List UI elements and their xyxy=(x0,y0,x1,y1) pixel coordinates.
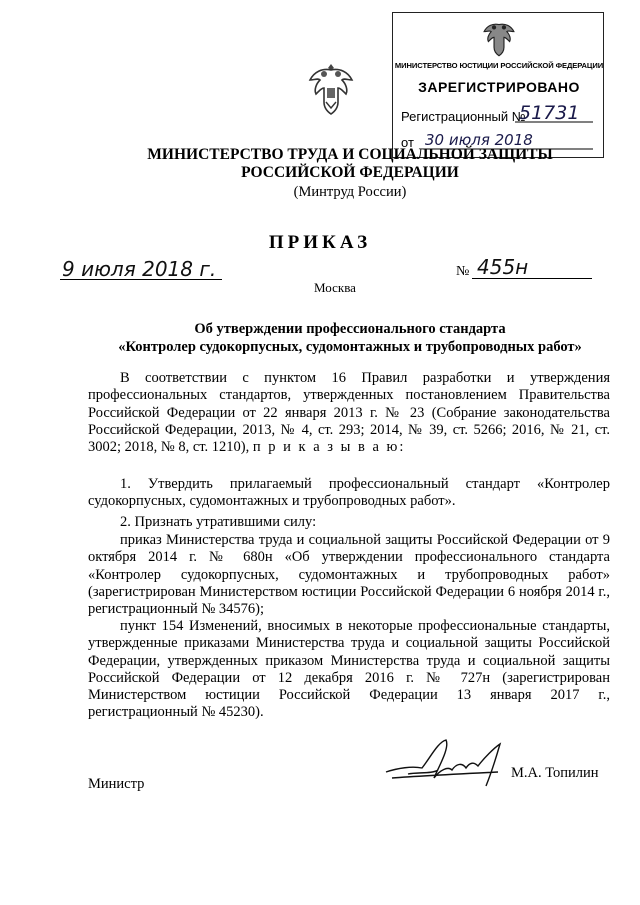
stamp-reg-number-label: Регистрационный № xyxy=(401,109,526,124)
order-city: Москва xyxy=(314,280,356,295)
stamp-emblem xyxy=(477,16,521,60)
order-subject xyxy=(60,320,640,356)
order-number-label: № xyxy=(456,264,470,279)
svg-text:51731: 51731 xyxy=(519,102,580,124)
item-1-paragraph: 1. Утвердить прилагаемый профессиональный стандарт «Контролер судокорпусных, судомонтажных и трубопроводных работ». xyxy=(88,476,610,510)
ministry-name-line1: МИНИСТЕРСТВО ТРУДА И СОЦИАЛЬНОЙ ЗАЩИТЫ xyxy=(147,146,553,163)
ministry-name-line2: РОССИЙСКОЙ ФЕДЕРАЦИИ xyxy=(241,164,459,181)
handwritten-signature xyxy=(378,728,528,798)
order-title: ПРИКАЗ xyxy=(268,232,372,253)
ministry-abbreviation: (Минтруд России) xyxy=(293,184,407,200)
signatory-name: М.А. Топилин xyxy=(511,765,599,781)
svg-text:30 июля 2018: 30 июля 2018 xyxy=(425,131,533,149)
stamp-ministry-name: МИНИСТЕРСТВО ЮСТИЦИИ РОССИЙСКОЙ ФЕДЕРАЦИИ xyxy=(394,61,604,70)
subject-line2: «Контролер судокорпусных, судомонтажных и трубопроводных работ» xyxy=(118,339,582,355)
registration-stamp xyxy=(392,12,604,158)
basis-text: В соответствии с пунктом 16 Правил разработки и утверждения профессиональных стандартов, утвержденных постановлением Правительства Российской Федерации от 22 января 2013 г. № 23 (Собрание законодательства Российской Федерации, 2013, № 4, ст. 293; 2014, № 39, ст. 5266; 2016, № 21, ст. 3002; 2018, № 8, ст. 1210), xyxy=(88,370,610,456)
item-2-paragraph: 2. Признать утратившими силу: xyxy=(120,514,317,530)
order-number-underline xyxy=(472,278,592,279)
coat-of-arms-emblem xyxy=(300,58,362,120)
basis-paragraph xyxy=(88,370,610,456)
item-2-subitem-2: пункт 154 Изменений, вносимых в некоторые профессиональные стандарты, утвержденные приказами Министерства труда и социальной защиты Российской Федерации, утвержденных приказом Министерства труда и социальной защиты Российской Федерации от 12 декабря 2016 г. № 727н (зарегистрирован Министерством юстиции Российской Федерации 13 января 2017 г., регистрационный № 45230). xyxy=(88,618,610,721)
svg-text:9 июля 2018 г.: 9 июля 2018 г. xyxy=(62,257,217,281)
stamp-date-label: от xyxy=(401,135,414,150)
ministry-name xyxy=(60,146,640,182)
stamp-reg-number-handwritten xyxy=(515,101,595,125)
order-word: п р и к а з ы в а ю: xyxy=(252,439,406,456)
item-2-subitem-1: приказ Министерства труда и социальной защиты Российской Федерации от 9 октября 2014 г. № 680н «Об утверждении профессионального стандарта «Контролер судокорпусных, судомонтажных и трубопроводных работ» (зарегистрирован Министерством юстиции Российской Федерации 6 ноября 2014 г., регистрационный № 34576); xyxy=(88,532,610,618)
subject-line1: Об утверждении профессионального стандарта xyxy=(194,321,506,337)
stamp-registered-label: ЗАРЕГИСТРИРОВАНО xyxy=(418,79,580,95)
signatory-title: Министр xyxy=(88,776,145,792)
svg-text:455н: 455н xyxy=(477,255,529,279)
